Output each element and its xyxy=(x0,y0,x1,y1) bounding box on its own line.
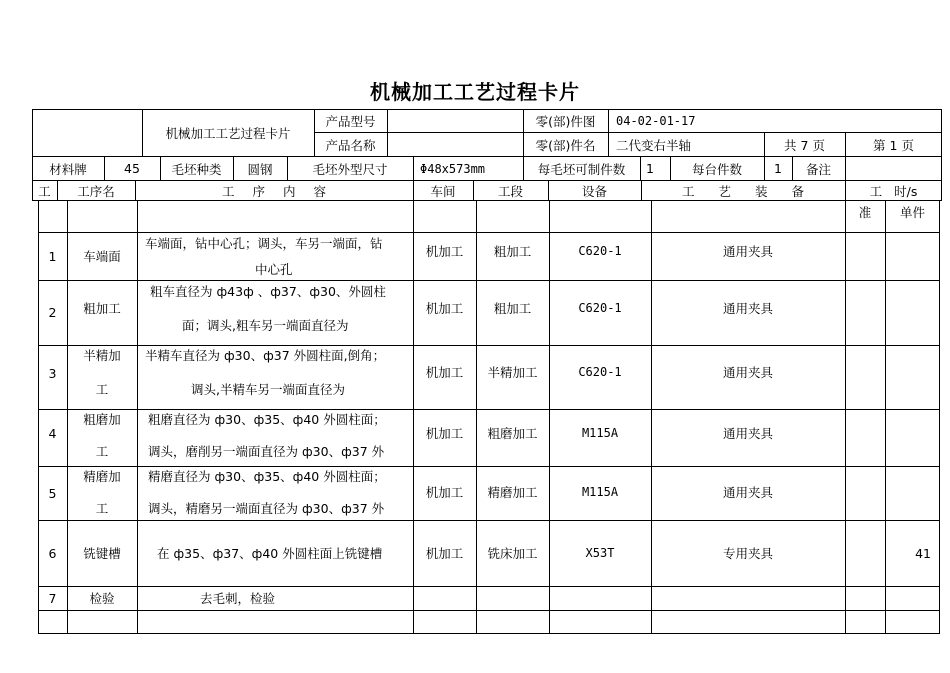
row-op-name-line: 精磨加 xyxy=(83,469,121,484)
row-content-line: 调头,半精车另一端面直径为 xyxy=(191,382,345,397)
row-section: 半精加工 xyxy=(487,365,538,380)
col-hours-prep: 准 xyxy=(858,205,872,220)
part-drawing-value: 04-02-01-17 xyxy=(616,113,696,128)
row-content: 去毛刺，检验 xyxy=(200,591,276,606)
row-content-line: 精磨直径为 ф30、ф35、ф40 外圆柱面； xyxy=(148,469,386,484)
row-no: 6 xyxy=(48,545,57,561)
row-op-name: 检验 xyxy=(89,591,115,606)
row-no: 2 xyxy=(48,305,57,320)
row-op-name-line: 工 xyxy=(95,444,109,459)
blank-size-label: 毛坯外型尺寸 xyxy=(312,161,388,177)
remark-label: 备注 xyxy=(805,161,831,177)
row-no: 1 xyxy=(48,248,57,264)
pieces-per-blank-value: 1 xyxy=(646,161,654,176)
row-content xyxy=(150,280,412,345)
row-content-line: 调头，磨削另一端面直径为 ф30、ф37 外 xyxy=(148,444,385,459)
row-workshop: 机加工 xyxy=(425,485,464,500)
row-section: 铣床加工 xyxy=(487,546,538,561)
row-no: 3 xyxy=(48,365,57,381)
row-op-name xyxy=(67,345,137,409)
card-name: 机械加工工艺过程卡片 xyxy=(165,126,291,141)
row-content-line: 调头，精磨另一端面直径为 ф30、ф37 外 xyxy=(148,501,385,516)
per-unit-value: 1 xyxy=(774,161,782,176)
row-content-line: 粗磨直径为 ф30、ф35、ф40 外圆柱面； xyxy=(148,412,386,427)
row-unit-hours: 41 xyxy=(915,545,931,561)
row-equipment: M115A xyxy=(581,426,619,440)
row-tooling: 通用夹具 xyxy=(722,485,773,500)
row-content: 在 ф35、ф37、ф40 外圆柱面上铣键槽 xyxy=(157,546,383,561)
row-content-line: 车端面，钻中心孔；调头，车另一端面，钻 xyxy=(145,236,383,251)
row-op-name-line: 工 xyxy=(95,501,109,516)
row-equipment: X53T xyxy=(585,546,615,560)
row-workshop: 机加工 xyxy=(425,365,464,380)
col-op-name: 工序名 xyxy=(77,183,115,199)
row-equipment: M115A xyxy=(581,485,619,499)
blank-type-label: 毛坯种类 xyxy=(171,161,222,177)
part-name-value: 二代变右半轴 xyxy=(616,137,692,153)
row-workshop: 机加工 xyxy=(425,300,464,316)
row-section: 粗加工 xyxy=(493,300,532,316)
row-content xyxy=(148,466,413,520)
row-workshop: 机加工 xyxy=(425,244,464,259)
row-content xyxy=(145,232,413,280)
pieces-per-blank-label: 每毛坯可制件数 xyxy=(537,161,626,177)
page-title: 机械加工工艺过程卡片 xyxy=(370,80,580,104)
row-equipment: C620-1 xyxy=(578,300,622,315)
row-tooling: 专用夹具 xyxy=(722,546,773,561)
row-section: 粗磨加工 xyxy=(487,426,538,441)
row-op-name xyxy=(67,409,137,466)
row-no: 7 xyxy=(48,590,57,606)
part-drawing-label: 零(部)件图 xyxy=(535,113,596,129)
material-label: 材料牌 xyxy=(49,161,87,177)
row-workshop: 机加工 xyxy=(425,546,464,561)
row-equipment: C620-1 xyxy=(578,244,622,258)
col-content: 工 序 内 容 xyxy=(222,183,326,199)
row-no: 5 xyxy=(48,485,57,501)
row-content-line: 半精车直径为 ф30、ф37 外圆柱面,倒角； xyxy=(145,348,386,363)
row-content-line: 面；调头,粗车另一端面直径为 xyxy=(182,318,349,333)
col-hours: 工 时/s xyxy=(869,183,918,199)
part-name-label: 零(部)件名 xyxy=(535,137,596,153)
row-content xyxy=(145,345,413,409)
col-equipment: 设备 xyxy=(581,183,607,199)
row-tooling: 通用夹具 xyxy=(722,300,773,316)
row-section: 粗加工 xyxy=(493,244,532,259)
row-op-name-line: 工 xyxy=(95,382,109,397)
product-name-value xyxy=(392,132,522,157)
row-tooling: 通用夹具 xyxy=(722,365,773,380)
product-model-label: 产品型号 xyxy=(325,113,376,129)
page-number: 第 1 页 xyxy=(873,137,914,153)
product-name-label: 产品名称 xyxy=(325,137,376,153)
row-op-name: 铣键槽 xyxy=(83,546,121,561)
row-no: 4 xyxy=(48,425,57,441)
row-section: 精磨加工 xyxy=(487,485,538,500)
row-op-name xyxy=(67,466,137,520)
row-tooling: 通用夹具 xyxy=(722,244,773,259)
row-op-name-line: 半精加 xyxy=(83,348,121,363)
row-op-name-line: 粗磨加 xyxy=(83,412,121,427)
row-equipment: C620-1 xyxy=(578,365,622,379)
blank-size-value: Φ48x573mm xyxy=(420,161,486,176)
col-tooling: 工 艺 装 备 xyxy=(682,183,804,199)
row-op-name: 车端面 xyxy=(83,249,121,264)
blank-type-value: 圆钢 xyxy=(247,161,273,177)
row-content-line: 中心孔 xyxy=(255,262,293,277)
col-hours-unit: 单件 xyxy=(899,205,925,220)
col-step: 工 xyxy=(38,183,51,199)
row-content-line: 粗车直径为 ф43ф 、ф37、ф30、外圆柱 xyxy=(150,284,386,299)
product-model-value xyxy=(392,109,522,132)
material-value: 45 xyxy=(124,161,140,176)
row-content xyxy=(148,409,413,466)
row-op-name: 粗加工 xyxy=(83,300,121,316)
per-unit-label: 每台件数 xyxy=(691,161,742,177)
row-tooling: 通用夹具 xyxy=(722,426,773,441)
total-pages: 共 7 页 xyxy=(784,137,825,153)
col-workshop: 车间 xyxy=(430,183,456,199)
col-section: 工段 xyxy=(497,183,523,199)
row-workshop: 机加工 xyxy=(425,426,464,441)
